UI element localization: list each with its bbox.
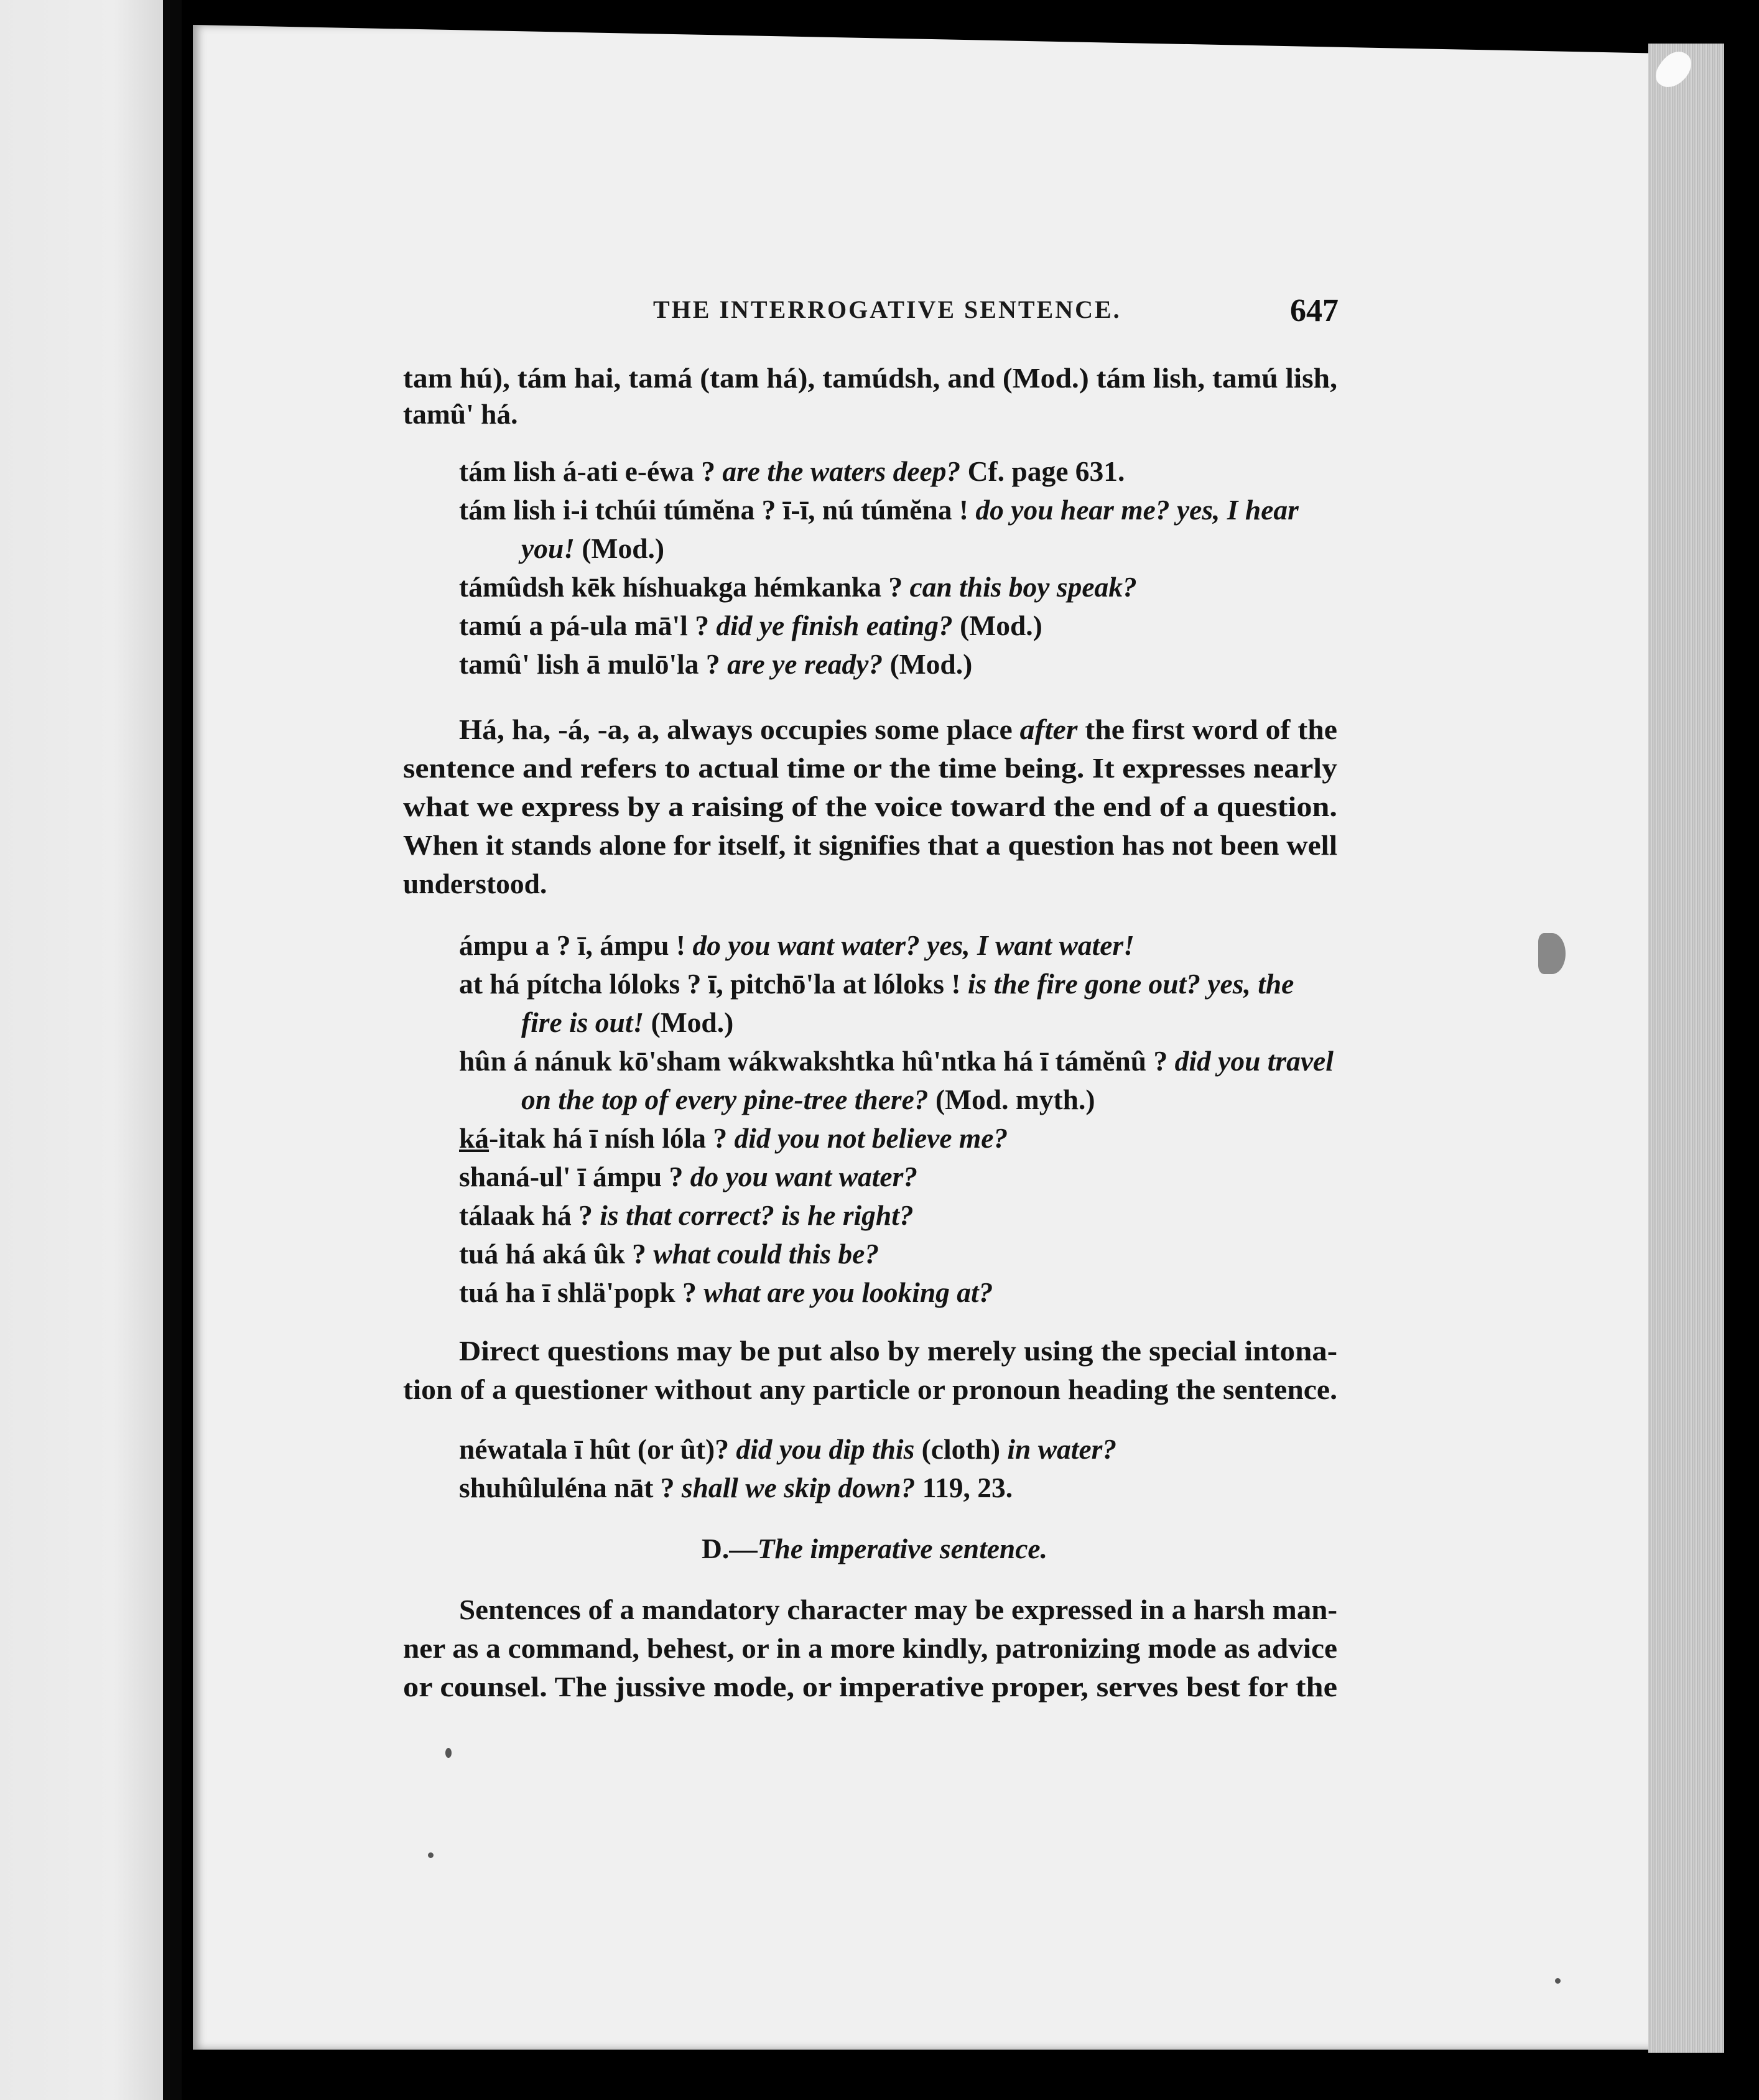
text-run: the first word of the xyxy=(1077,713,1337,745)
text-line xyxy=(459,927,1135,964)
text-run: ámpu a ? ī, ámpu ! xyxy=(459,929,693,961)
text-run: tám lish á-ati e-éwa ? xyxy=(459,455,723,487)
text-line xyxy=(702,1530,1047,1568)
italic-gloss: shall we skip down? xyxy=(681,1472,916,1503)
text-line xyxy=(521,530,664,567)
text-line xyxy=(403,1668,1337,1706)
text-run: sentence and refers to actual time or the time being. It expresses nearly xyxy=(403,752,1337,784)
text-line xyxy=(403,788,1337,825)
text-run: Direct questions may be put also by merely using the special intona- xyxy=(459,1335,1337,1367)
text-line xyxy=(459,569,1137,606)
text-line xyxy=(403,865,547,903)
text-run: Há, ha, -á, -a, a, always occupies some place xyxy=(459,713,1020,745)
text-line xyxy=(459,1197,914,1234)
text-run: Cf. page 631. xyxy=(960,455,1125,487)
running-title: THE INTERROGATIVE SENTENCE. xyxy=(653,295,1121,323)
page-stack-edges xyxy=(1648,44,1724,2053)
italic-gloss: fire is out! xyxy=(521,1006,644,1038)
italic-gloss: do you hear me? yes, I hear xyxy=(975,494,1299,526)
text-line xyxy=(403,750,1337,787)
text-run: -itak há ī nísh lóla ? xyxy=(489,1122,735,1154)
text-run: tam hú), tám hai, tamá (tam há), tamúdsh, and (Mod.) tám lish, tamú lish, xyxy=(403,362,1337,394)
text-line xyxy=(459,453,1125,490)
text-run: tion of a questioner without any particle or pronoun heading the sentence. xyxy=(403,1373,1337,1405)
italic-gloss: is that correct? is he right? xyxy=(600,1199,914,1231)
text-run: tám lish i-i tchúi túmĕna ? ī-ī, nú túmĕna ! xyxy=(459,494,976,526)
ink-speck xyxy=(1555,1978,1561,1984)
page-number: 647 xyxy=(1290,293,1339,328)
text-run: or counsel. The jussive mode, or imperative proper, serves best for the xyxy=(403,1671,1337,1703)
text-run: at há pítcha lóloks ? ī, pitchō'la at lóloks ! xyxy=(459,968,968,1000)
scan-border-right xyxy=(1724,37,1759,2100)
italic-gloss: is the fire gone out? yes, the xyxy=(967,968,1294,1000)
text-line xyxy=(521,1004,733,1041)
text-line xyxy=(459,607,1042,644)
text-line xyxy=(403,827,1337,864)
text-line xyxy=(459,1332,1337,1370)
text-line xyxy=(459,1235,879,1273)
text-run: (Mod.) xyxy=(952,610,1042,641)
text-line xyxy=(459,1158,917,1196)
text-run: (Mod. myth.) xyxy=(928,1084,1095,1115)
ink-speck xyxy=(1538,933,1566,974)
text-run: támûdsh kēk híshuakga hémkanka ? xyxy=(459,571,910,603)
text-run: D.— xyxy=(702,1533,758,1564)
text-line xyxy=(403,1630,1337,1667)
text-run: néwatala ī hût (or ût)? xyxy=(459,1433,736,1465)
italic-gloss: you! xyxy=(521,532,575,564)
text-run: what we express by a raising of the voice toward the end of a question. xyxy=(403,791,1337,822)
italic-gloss: did you not believe me? xyxy=(734,1122,1008,1154)
text-run: 119, 23. xyxy=(915,1472,1013,1503)
text-run: (Mod.) xyxy=(574,532,665,564)
text-line xyxy=(459,1591,1337,1628)
text-line xyxy=(459,965,1294,1003)
text-run: tuá há aká ûk ? xyxy=(459,1238,654,1270)
italic-gloss: what could this be? xyxy=(653,1238,880,1270)
text-run: shaná-ul' ī ámpu ? xyxy=(459,1161,690,1192)
text-run: (Mod.) xyxy=(883,648,973,680)
italic-gloss: can this boy speak? xyxy=(909,571,1137,603)
facing-page-edge xyxy=(0,0,163,2100)
book-page xyxy=(193,25,1655,2050)
text-line xyxy=(403,396,518,433)
italic-gloss: on the top of every pine-tree there? xyxy=(521,1084,929,1115)
italic-gloss: The imperative sentence. xyxy=(757,1533,1047,1564)
text-line xyxy=(459,646,972,683)
italic-gloss: do you want water? yes, I want water! xyxy=(692,929,1135,961)
italic-gloss: do you want water? xyxy=(690,1161,918,1192)
italic-gloss: in water? xyxy=(1007,1433,1117,1465)
italic-gloss: after xyxy=(1019,713,1078,745)
book-gutter xyxy=(163,0,182,2100)
ink-speck xyxy=(445,1748,452,1758)
text-line xyxy=(403,1371,1337,1408)
text-line xyxy=(459,491,1299,529)
text-run: shuhûluléna nāt ? xyxy=(459,1472,682,1503)
text-line xyxy=(459,1431,1116,1468)
ink-speck xyxy=(428,1852,434,1858)
text-run: hûn á nánuk kō'sham wákwakshtka hû'ntka há ī támĕnû ? xyxy=(459,1045,1175,1077)
text-line xyxy=(403,360,1337,397)
text-run: tamû' lish ā mulō'la ? xyxy=(459,648,728,680)
italic-gloss: what are you looking at? xyxy=(703,1276,993,1308)
text-line xyxy=(459,1043,1334,1080)
text-line xyxy=(459,1120,1008,1157)
text-line xyxy=(521,1081,1095,1118)
text-run: tamú a pá-ula mā'l ? xyxy=(459,610,717,641)
text-line xyxy=(459,1469,1013,1507)
text-run: tuá ha ī shlä'popk ? xyxy=(459,1276,704,1308)
italic-gloss: did ye finish eating? xyxy=(716,610,953,641)
text-run: ká xyxy=(459,1122,490,1154)
italic-gloss: are ye ready? xyxy=(727,648,883,680)
italic-gloss: did you travel xyxy=(1174,1045,1334,1077)
text-run: When it stands alone for itself, it signifies that a question has not been well xyxy=(403,829,1337,861)
italic-gloss: are the waters deep? xyxy=(722,455,961,487)
text-run: understood. xyxy=(403,868,547,899)
text-run: ner as a command, behest, or in a more kindly, patronizing mode as advice xyxy=(403,1632,1337,1664)
italic-gloss: did you dip this xyxy=(736,1433,915,1465)
text-line xyxy=(459,1274,993,1311)
text-run: (cloth) xyxy=(914,1433,1008,1465)
text-line xyxy=(459,711,1337,748)
text-run: (Mod.) xyxy=(644,1006,734,1038)
text-run: tamû' há. xyxy=(403,398,518,430)
text-run: Sentences of a mandatory character may be expressed in a harsh man- xyxy=(459,1594,1337,1625)
text-run: tálaak há ? xyxy=(459,1199,600,1231)
